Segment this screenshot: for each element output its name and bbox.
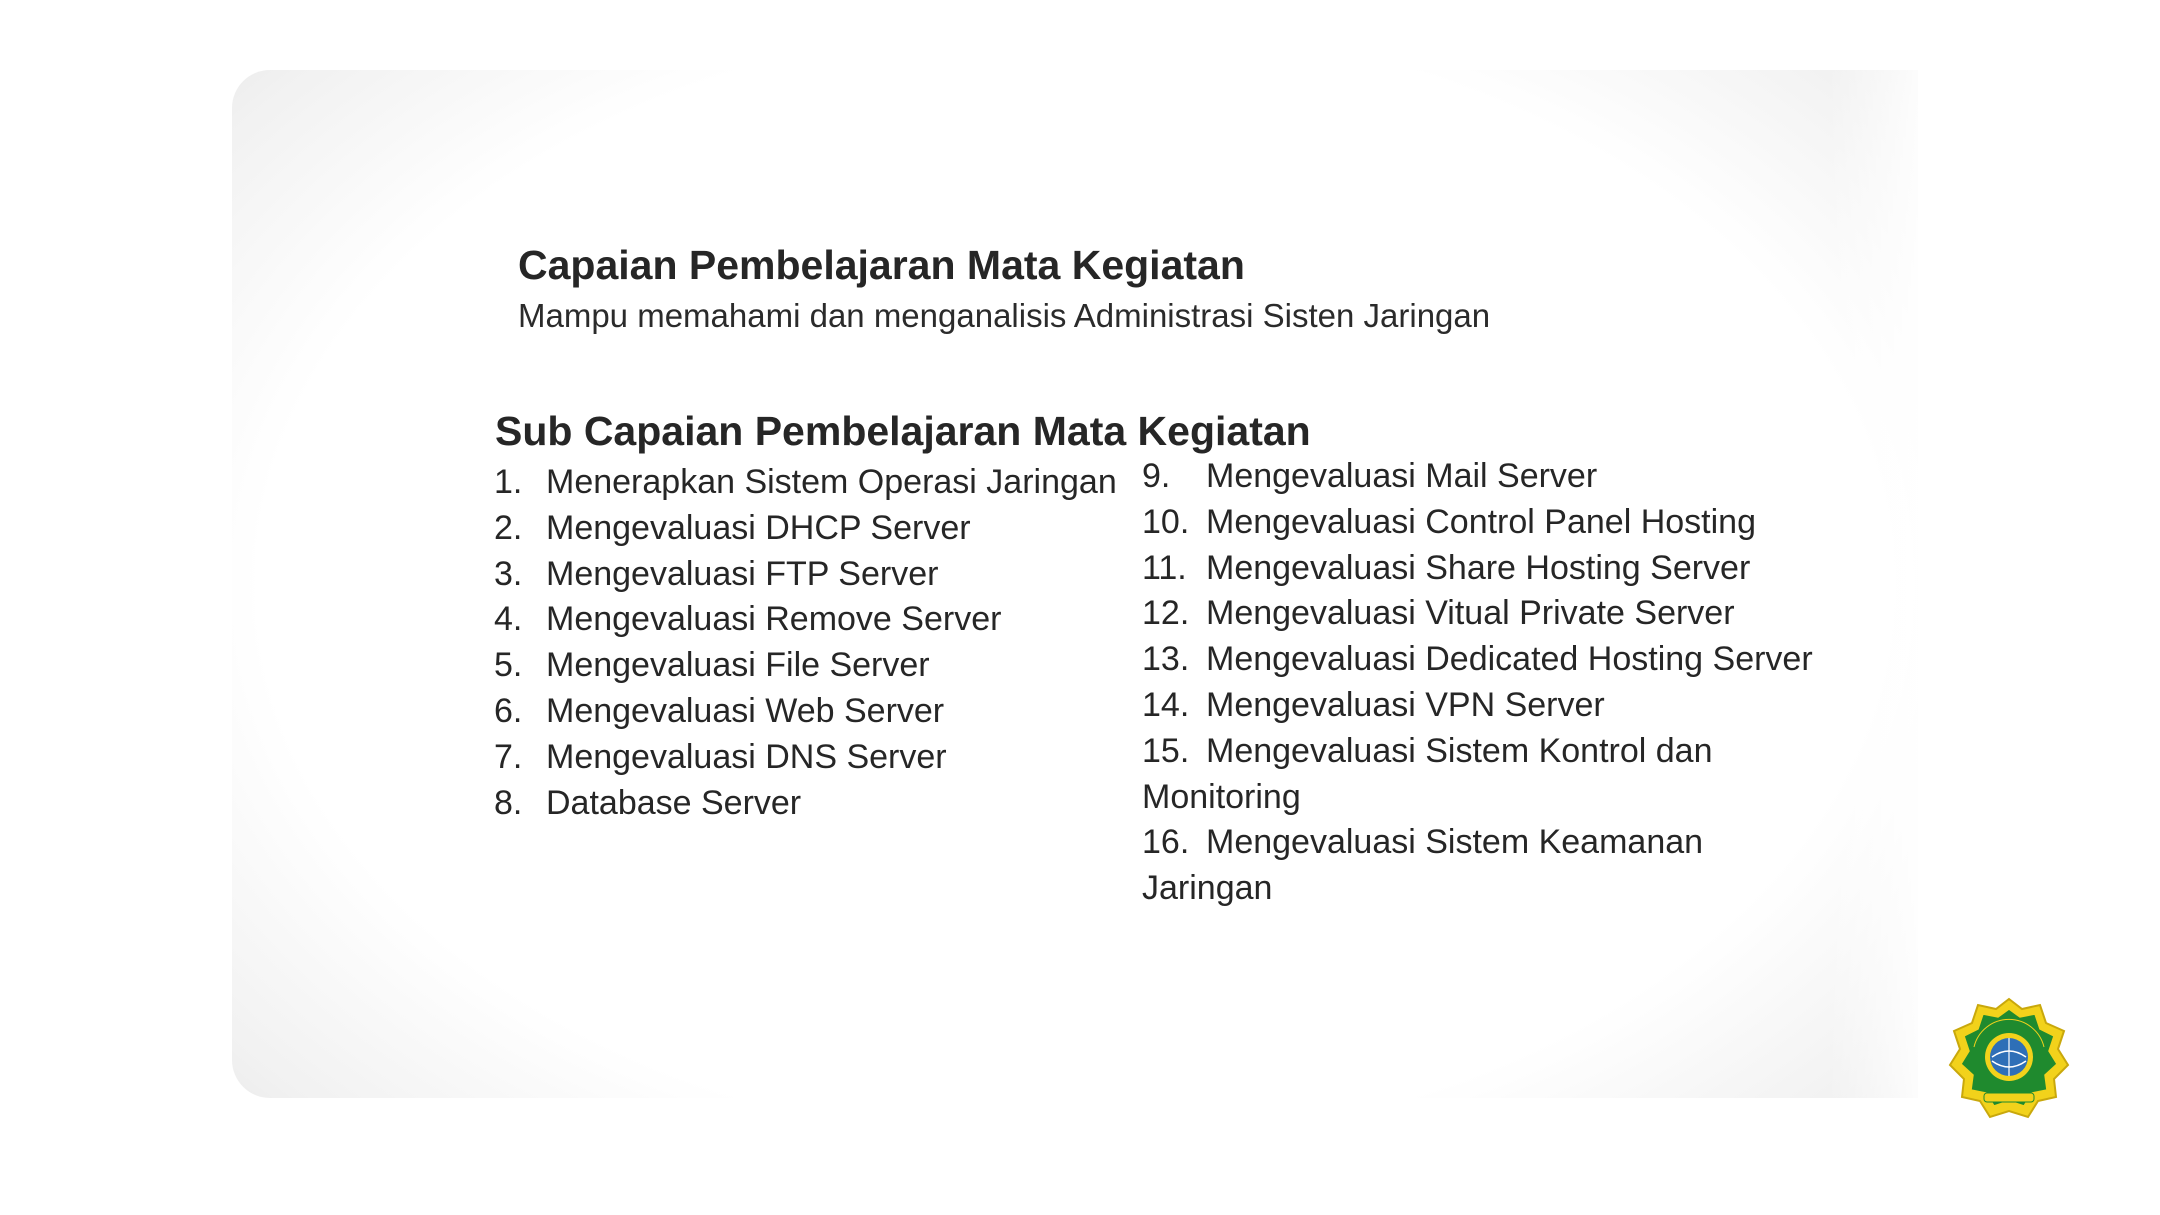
- list-item: [494, 735, 1117, 781]
- item-number: 1.: [494, 463, 523, 501]
- item-number: 10.: [1142, 502, 1190, 541]
- item-number: 7.: [494, 737, 523, 776]
- item-text: Mengevaluasi FTP Server: [546, 554, 939, 593]
- item-text: Mengevaluasi DHCP Server: [546, 508, 971, 547]
- item-text: Mengevaluasi Control Panel Hosting: [1206, 502, 1756, 541]
- item-number: 13.: [1142, 640, 1190, 679]
- item-number: 3.: [494, 554, 523, 593]
- item-text: Mengevaluasi Mail Server: [1206, 457, 1598, 495]
- item-text: Mengevaluasi Remove Server: [546, 600, 1002, 639]
- item-number: 2.: [494, 508, 523, 547]
- item-text: Mengevaluasi Share Hosting Server: [1206, 548, 1751, 587]
- list-item: [1142, 637, 1813, 683]
- item-text: Mengevaluasi Web Server: [546, 691, 945, 730]
- list-item: [494, 689, 1117, 735]
- item-number: 9.: [1142, 457, 1171, 495]
- item-text: Mengevaluasi Sistem Kontrol dan Monitoring: [1142, 731, 1713, 816]
- list-item: [1142, 729, 1762, 821]
- left-item-list: [494, 460, 1117, 826]
- item-text: Menerapkan Sistem Operasi Jaringan: [546, 463, 1117, 501]
- list-item: [494, 781, 1117, 827]
- item-number: 4.: [494, 600, 523, 639]
- content-panel: [232, 70, 1918, 1098]
- item-text: Mengevaluasi VPN Server: [1206, 685, 1605, 724]
- item-number: 15.: [1142, 731, 1190, 770]
- main-heading: Capaian Pembelajaran Mata Kegiatan: [518, 242, 1245, 288]
- item-number: 6.: [494, 691, 523, 730]
- item-number: 11.: [1142, 548, 1187, 587]
- list-item: [494, 460, 1117, 506]
- item-number: 5.: [494, 646, 523, 685]
- item-text: Mengevaluasi Dedicated Hosting Server: [1206, 640, 1813, 679]
- item-number: 16.: [1142, 823, 1190, 862]
- item-text: Mengevaluasi File Server: [546, 646, 930, 685]
- item-text: Mengevaluasi Vitual Private Server: [1206, 594, 1735, 633]
- list-item: [494, 597, 1117, 643]
- right-item-list: [1142, 454, 1813, 912]
- list-item: [494, 643, 1117, 689]
- item-text: Database Server: [546, 783, 802, 822]
- list-item: [1142, 546, 1813, 592]
- list-item: [1142, 591, 1813, 637]
- item-number: 12.: [1142, 594, 1190, 633]
- list-item: [1142, 500, 1813, 546]
- item-text: Mengevaluasi Sistem Keamanan Jaringan: [1142, 823, 1704, 908]
- list-item: [1142, 820, 1762, 912]
- main-subtitle: Mampu memahami dan menganalisis Administrasi Sisten Jaringan: [518, 297, 1491, 334]
- list-item: [494, 552, 1117, 598]
- sub-heading: Sub Capaian Pembelajaran Mata Kegiatan: [495, 408, 1311, 454]
- list-item: [1142, 454, 1813, 500]
- item-text: Mengevaluasi DNS Server: [546, 737, 947, 776]
- item-number: 14.: [1142, 685, 1190, 724]
- item-number: 8.: [494, 783, 523, 822]
- list-item: [494, 506, 1117, 552]
- list-item: [1142, 683, 1813, 729]
- school-emblem-icon: [1944, 995, 2074, 1125]
